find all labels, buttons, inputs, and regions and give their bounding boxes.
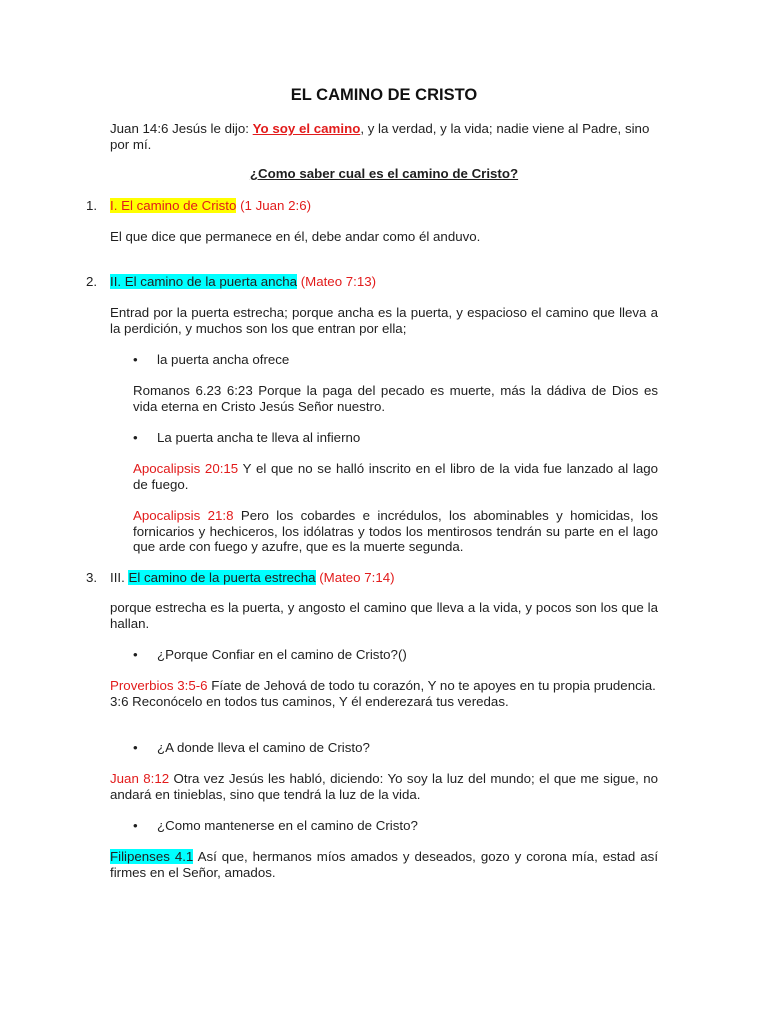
- bullet-marker: •: [133, 352, 138, 367]
- intro-highlight: Yo soy el camino: [252, 121, 361, 136]
- bullet-2-2: La puerta ancha te lleva al infierno: [157, 430, 361, 445]
- section-1-text: El que dice que permanece en él, debe andar como él anduvo.: [110, 229, 481, 244]
- verse-juan-8: [110, 771, 658, 802]
- verse-filipenses: [110, 849, 658, 880]
- list-number-3: 3.: [86, 570, 98, 585]
- section-1-heading-text: I. El camino de Cristo: [110, 198, 237, 213]
- page-title: EL CAMINO DE CRISTO: [290, 86, 478, 104]
- bullet-marker: •: [133, 647, 138, 662]
- verse-ref: Apocalipsis 20:15: [133, 461, 239, 476]
- bullet-marker: •: [133, 740, 138, 755]
- ref-open: (: [297, 274, 306, 289]
- section-3-heading-text: El camino de la puerta estrecha: [128, 570, 316, 585]
- ref-close: ): [306, 198, 312, 213]
- intro-post: , y la verdad, y la vida; nadie viene al Padre, sino por mí.: [110, 121, 650, 152]
- verse-text-2: 3:6 Reconócelo en todos tus caminos, Y él enderezará tus veredas.: [110, 693, 509, 709]
- bullet-3-2: ¿A donde lleva el camino de Cristo?: [157, 740, 370, 755]
- bullet-marker: •: [133, 430, 138, 445]
- section-3-heading: [110, 570, 658, 586]
- verse-apocalipsis-21: [133, 508, 658, 555]
- section-2-heading: [110, 274, 658, 290]
- list-number-1: 1.: [86, 198, 98, 213]
- ref-open: (: [236, 198, 245, 213]
- verse-romanos: Romanos 6.23 6:23 Porque la paga del pecado es muerte, más la dádiva de Dios es vida eterna en Cristo Jesús Señor nuestro.: [133, 383, 658, 414]
- section-3-prefix: III.: [110, 570, 129, 585]
- ref-open: (: [315, 570, 324, 585]
- list-number-2: 2.: [86, 274, 98, 289]
- section-2-heading-text: II. El camino de la puerta ancha: [110, 274, 298, 289]
- ref-close: ): [371, 274, 377, 289]
- section-question: ¿Como saber cual es el camino de Cristo?: [249, 166, 519, 181]
- verse-proverbios: [110, 678, 658, 709]
- verse-ref: Proverbios 3:5-6: [110, 678, 208, 693]
- intro-pre: Juan 14:6 Jesús le dijo:: [110, 121, 253, 136]
- section-1-heading: [110, 198, 658, 214]
- verse-text: Fíate de Jehová de todo tu corazón, Y no te apoyes en tu propia prudencia.: [207, 678, 656, 693]
- bullet-3-3: ¿Como mantenerse en el camino de Cristo?: [157, 818, 418, 833]
- bullet-marker: •: [133, 818, 138, 833]
- section-3-text: porque estrecha es la puerta, y angosto el camino que lleva a la vida, y pocos son los que la hallan.: [110, 600, 658, 631]
- verse-ref: Apocalipsis 21:8: [133, 508, 234, 523]
- verse-text: Otra vez Jesús les habló, diciendo: Yo soy la luz del mundo; el que me sigue, no andará en tinieblas, sino que tendrá la luz de la vida.: [110, 771, 658, 802]
- verse-text: Así que, hermanos míos amados y deseados, gozo y corona mía, estad así firmes en el Señor, amados.: [110, 849, 659, 880]
- intro-verse: [110, 121, 658, 152]
- section-1-ref: 1 Juan 2:6: [244, 198, 307, 213]
- verse-ref: Filipenses 4.1: [110, 849, 194, 864]
- section-3-ref: Mateo 7:14: [323, 570, 391, 585]
- verse-text: Pero los cobardes e incrédulos, los abominables y homicidas, los fornicarios y hechiceros, los idólatras y todos los mentirosos tendrán su parte en el lago que arde con fuego y azufre, que es la muerte segunda.: [133, 508, 658, 554]
- bullet-3-1: ¿Porque Confiar en el camino de Cristo?(): [157, 647, 407, 662]
- verse-apocalipsis-20: [133, 461, 658, 492]
- section-2-ref: Mateo 7:13: [305, 274, 372, 289]
- verse-text: Y el que no se halló inscrito en el libro de la vida fue lanzado al lago de fuego.: [133, 461, 658, 492]
- bullet-2-1: la puerta ancha ofrece: [157, 352, 290, 367]
- verse-ref: Juan 8:12: [110, 771, 170, 786]
- ref-close: ): [390, 570, 395, 585]
- section-2-text: Entrad por la puerta estrecha; porque ancha es la puerta, y espacioso el camino que lleva a la perdición, y muchos son los que entran por ella;: [110, 305, 658, 336]
